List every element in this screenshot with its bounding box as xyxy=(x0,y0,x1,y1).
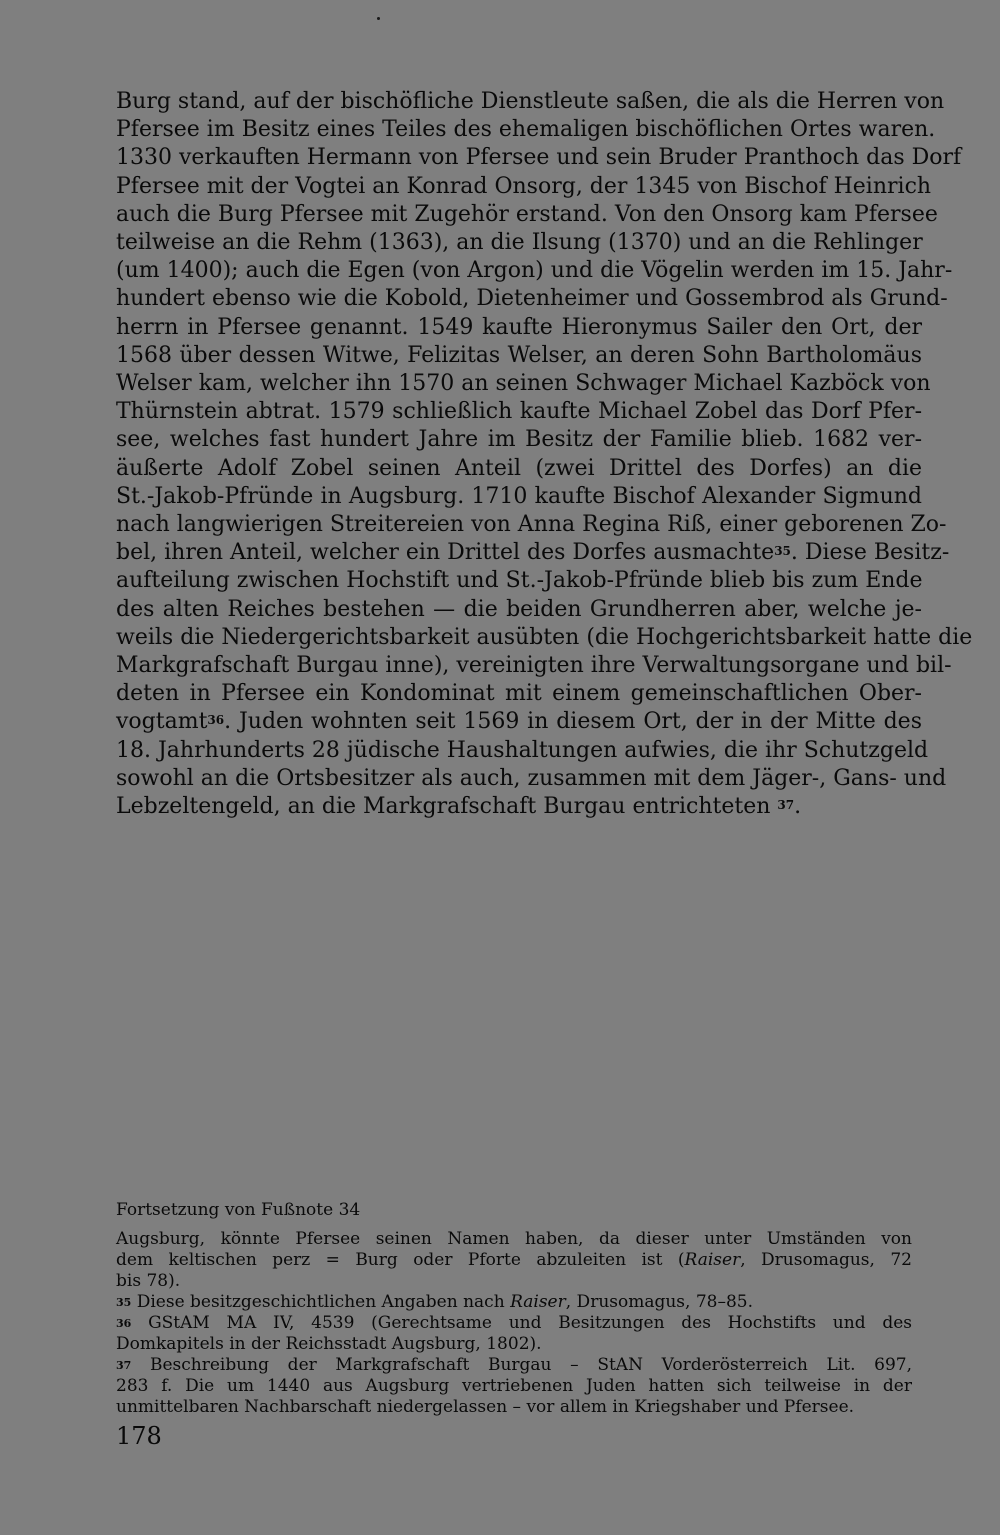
text-segment: bel, ihren Anteil, welcher ein Drittel des Dorfes ausmachte xyxy=(116,540,775,566)
footnote-number: 35 xyxy=(116,1296,132,1309)
footnotes-section xyxy=(116,1200,912,1418)
footnote-number: 36 xyxy=(116,1317,132,1330)
text-line: deten in Pfersee ein Kondominat mit einem gemeinschaftlichen Ober- xyxy=(116,681,922,707)
text-line: 18. Jahrhunderts 28 jüdische Haushaltungen aufwies, die ihr Schutzgeld xyxy=(116,737,929,763)
footnote-line: Domkapitels in der Reichsstadt Augsburg, 1802). xyxy=(116,1334,542,1354)
footnote-36 xyxy=(116,1313,912,1355)
footnote-line: unmittelbaren Nachbarschaft niedergelassen – vor allem in Kriegshaber und Pfersee. xyxy=(116,1397,855,1417)
text-line: hundert ebenso wie die Kobold, Dietenheimer und Gossembrod als Grund- xyxy=(116,286,948,312)
text-segment: Lebzeltengeld, an die Markgrafschaft Burgau entrichteten xyxy=(116,794,771,820)
text-line: teilweise an die Rehm (1363), an die Ilsung (1370) und an die Rehlinger xyxy=(116,230,923,256)
text-line: nach langwierigen Streitereien von Anna Regina Riß, einer geborenen Zo- xyxy=(116,512,947,538)
text-segment: vogtamt xyxy=(116,709,208,735)
footnote-line: Augsburg, könnte Pfersee seinen Namen haben, da dieser unter Umständen von xyxy=(116,1229,912,1249)
author-name: Raiser xyxy=(684,1250,741,1270)
text-line: 1330 verkauften Hermann von Pfersee und sein Bruder Pranthoch das Dorf xyxy=(116,145,962,171)
footnote-continuation-heading: Fortsetzung von Fußnote 34 xyxy=(116,1200,361,1220)
text-line: 1568 über dessen Witwe, Felizitas Welser, an deren Sohn Bartholomäus xyxy=(116,342,922,368)
footnote-line xyxy=(116,1292,912,1313)
footnote-ref[interactable]: 35 xyxy=(774,544,791,559)
text-line: sowohl an die Ortsbesitzer als auch, zusammen mit dem Jäger-, Gans- und xyxy=(116,765,947,791)
footnote-line: 283 f. Die um 1440 aus Augsburg vertriebenen Juden hatten sich teilweise in der xyxy=(116,1376,912,1396)
text-segment: , Drusomagus, 78–85. xyxy=(565,1292,754,1312)
footnote-37 xyxy=(116,1355,912,1418)
footnote-line xyxy=(116,1313,912,1334)
footnote-ref[interactable]: 37 xyxy=(777,798,795,813)
footnote-line: bis 78). xyxy=(116,1271,181,1291)
text-line: Welser kam, welcher ihn 1570 an seinen Schwager Michael Kazböck von xyxy=(116,371,931,397)
text-line: Burg stand, auf der bischöfliche Dienstleute saßen, die als die Herren von xyxy=(116,89,945,114)
footnote-number: 37 xyxy=(116,1359,132,1372)
footnote-line xyxy=(116,1355,912,1376)
text-line: St.-Jakob-Pfründe in Augsburg. 1710 kaufte Bischof Alexander Sigmund xyxy=(116,483,922,509)
text-line xyxy=(116,539,950,567)
text-line: weils die Niedergerichtsbarkeit ausübten (die Hochgerichtsbarkeit hatte die xyxy=(116,624,973,650)
text-line: Pfersee im Besitz eines Teiles des ehemaligen bischöflichen Ortes waren. xyxy=(116,117,936,143)
text-line: äußerte Adolf Zobel seinen Anteil (zwei Drittel des Dorfes) an die xyxy=(116,455,922,481)
text-line: Pfersee mit der Vogtei an Konrad Onsorg, der 1345 von Bischof Heinrich xyxy=(116,173,932,199)
text-segment: , Drusomagus, 72 xyxy=(740,1250,912,1270)
footnote-34-continuation xyxy=(116,1229,912,1292)
author-name: Raiser xyxy=(510,1292,566,1312)
text-line: des alten Reiches bestehen — die beiden Grundherren aber, welche je- xyxy=(116,596,922,622)
page-number: 178 xyxy=(116,1422,162,1450)
text-segment: Diese besitzgeschichtlichen Angaben nach xyxy=(136,1292,511,1312)
text-segment: Beschreibung der Markgrafschaft Burgau – StAN Vorderösterreich Lit. 697, xyxy=(149,1355,912,1375)
text-line: Thürnstein abtrat. 1579 schließlich kaufte Michael Zobel das Dorf Pfer- xyxy=(116,399,922,425)
text-line: Markgrafschaft Burgau inne), vereinigten ihre Verwaltungsorgane und bil- xyxy=(116,653,952,679)
footnote-ref[interactable]: 36 xyxy=(207,713,225,728)
speck-mark xyxy=(377,17,380,20)
text-segment: . Diese Besitz- xyxy=(790,540,950,566)
text-line: auch die Burg Pfersee mit Zugehör erstand. Von den Onsorg kam Pfersee xyxy=(116,201,938,227)
text-line xyxy=(116,793,922,821)
text-segment: dem keltischen perz = Burg oder Pforte abzuleiten ist ( xyxy=(116,1250,685,1270)
text-line: herrn in Pfersee genannt. 1549 kaufte Hieronymus Sailer den Ort, der xyxy=(116,314,922,340)
footnote-35 xyxy=(116,1292,912,1313)
text-segment: . Juden wohnten seit 1569 in diesem Ort, der in der Mitte des xyxy=(224,709,922,735)
text-line xyxy=(116,708,922,736)
text-segment: GStAM MA IV, 4539 (Gerechtsame und Besitzungen des Hochstifts und des xyxy=(148,1313,912,1333)
text-segment: . xyxy=(794,794,802,820)
text-line: (um 1400); auch die Egen (von Argon) und die Vögelin werden im 15. Jahr- xyxy=(116,258,953,284)
text-line: aufteilung zwischen Hochstift und St.-Jakob-Pfründe blieb bis zum Ende xyxy=(116,568,923,594)
main-text-block xyxy=(116,88,973,821)
footnote-line xyxy=(116,1250,912,1271)
text-line: see, welches fast hundert Jahre im Besitz der Familie blieb. 1682 ver- xyxy=(116,427,922,453)
